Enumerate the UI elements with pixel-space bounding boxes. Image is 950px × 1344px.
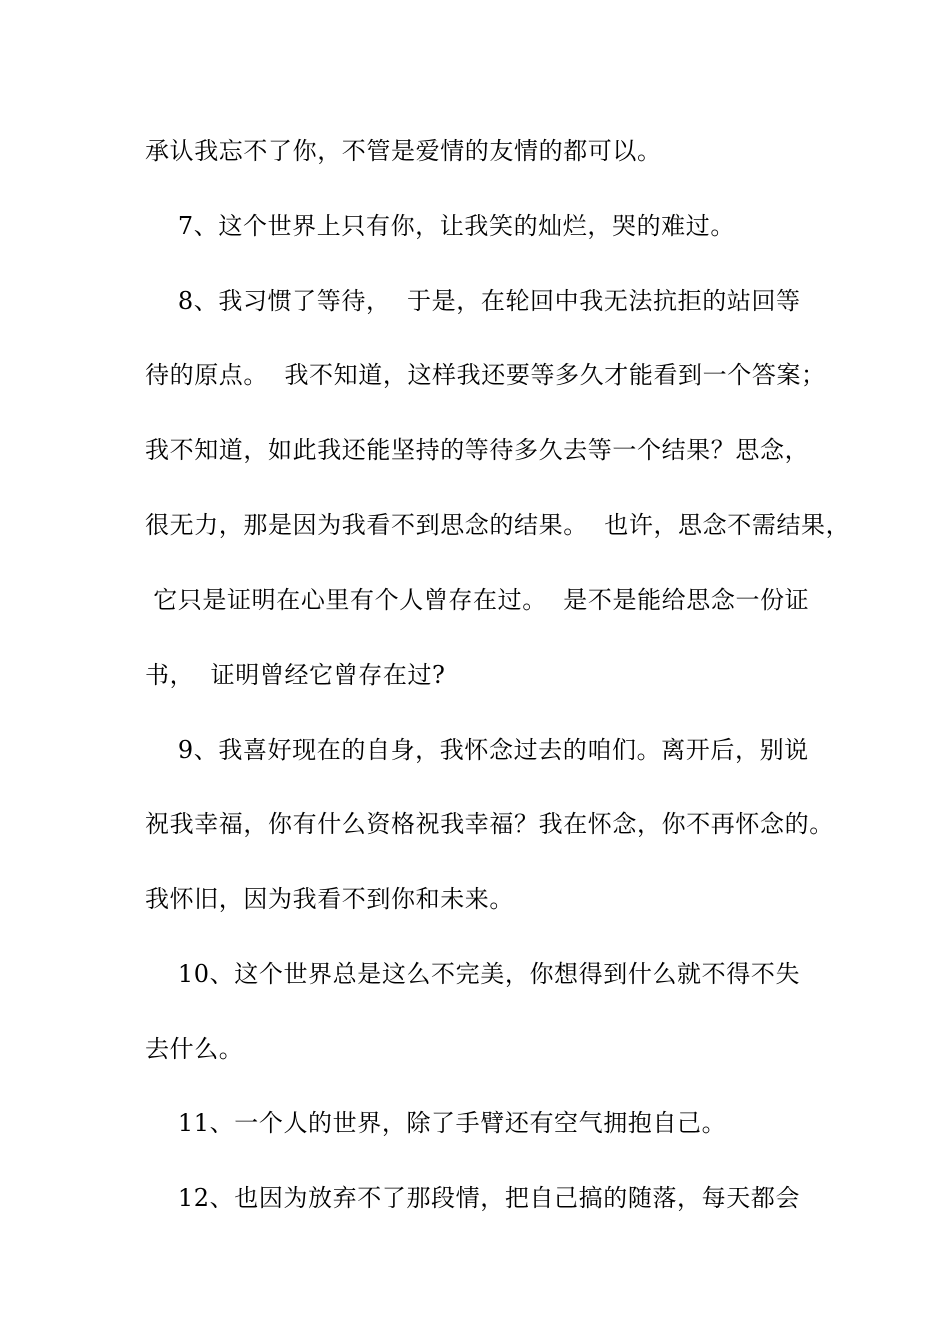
- text-line: 待的原点。 我不知道，这样我还要等多久才能看到一个答案；: [145, 361, 826, 389]
- text-line: 去什么。: [145, 1035, 244, 1063]
- text-line: 12、也因为放弃不了那段情，把自己搞的随落，每天都会: [145, 1184, 801, 1212]
- text-line: 承认我忘不了你，不管是爱情的友情的都可以。: [145, 137, 662, 165]
- text-line: 我怀旧，因为我看不到你和未来。: [145, 885, 514, 913]
- text-line: 9、我喜好现在的自身，我怀念过去的咱们。离开后，别说: [145, 736, 809, 764]
- text-line: 很无力，那是因为我看不到思念的结果。 也许，思念不需结果，: [145, 511, 851, 539]
- text-line: 我不知道，如此我还能坚持的等待多久去等一个结果？思念，: [145, 436, 810, 464]
- text-line: 书， 证明曾经它曾存在过?: [145, 661, 446, 689]
- text-line: 11、一个人的世界，除了手臂还有空气拥抱自己。: [145, 1109, 727, 1137]
- text-line: 7、这个世界上只有你，让我笑的灿烂，哭的难过。: [145, 212, 735, 240]
- text-line: 8、我习惯了等待， 于是，在轮回中我无法抗拒的站回等: [145, 287, 801, 315]
- text-line: 祝我幸福，你有什么资格祝我幸福？我在怀念，你不再怀念的。: [145, 810, 834, 838]
- text-line: 10、这个世界总是这么不完美，你想得到什么就不得不失: [145, 960, 801, 988]
- text-line: 它只是证明在心里有个人曾存在过。 是不是能给思念一份证: [145, 586, 810, 614]
